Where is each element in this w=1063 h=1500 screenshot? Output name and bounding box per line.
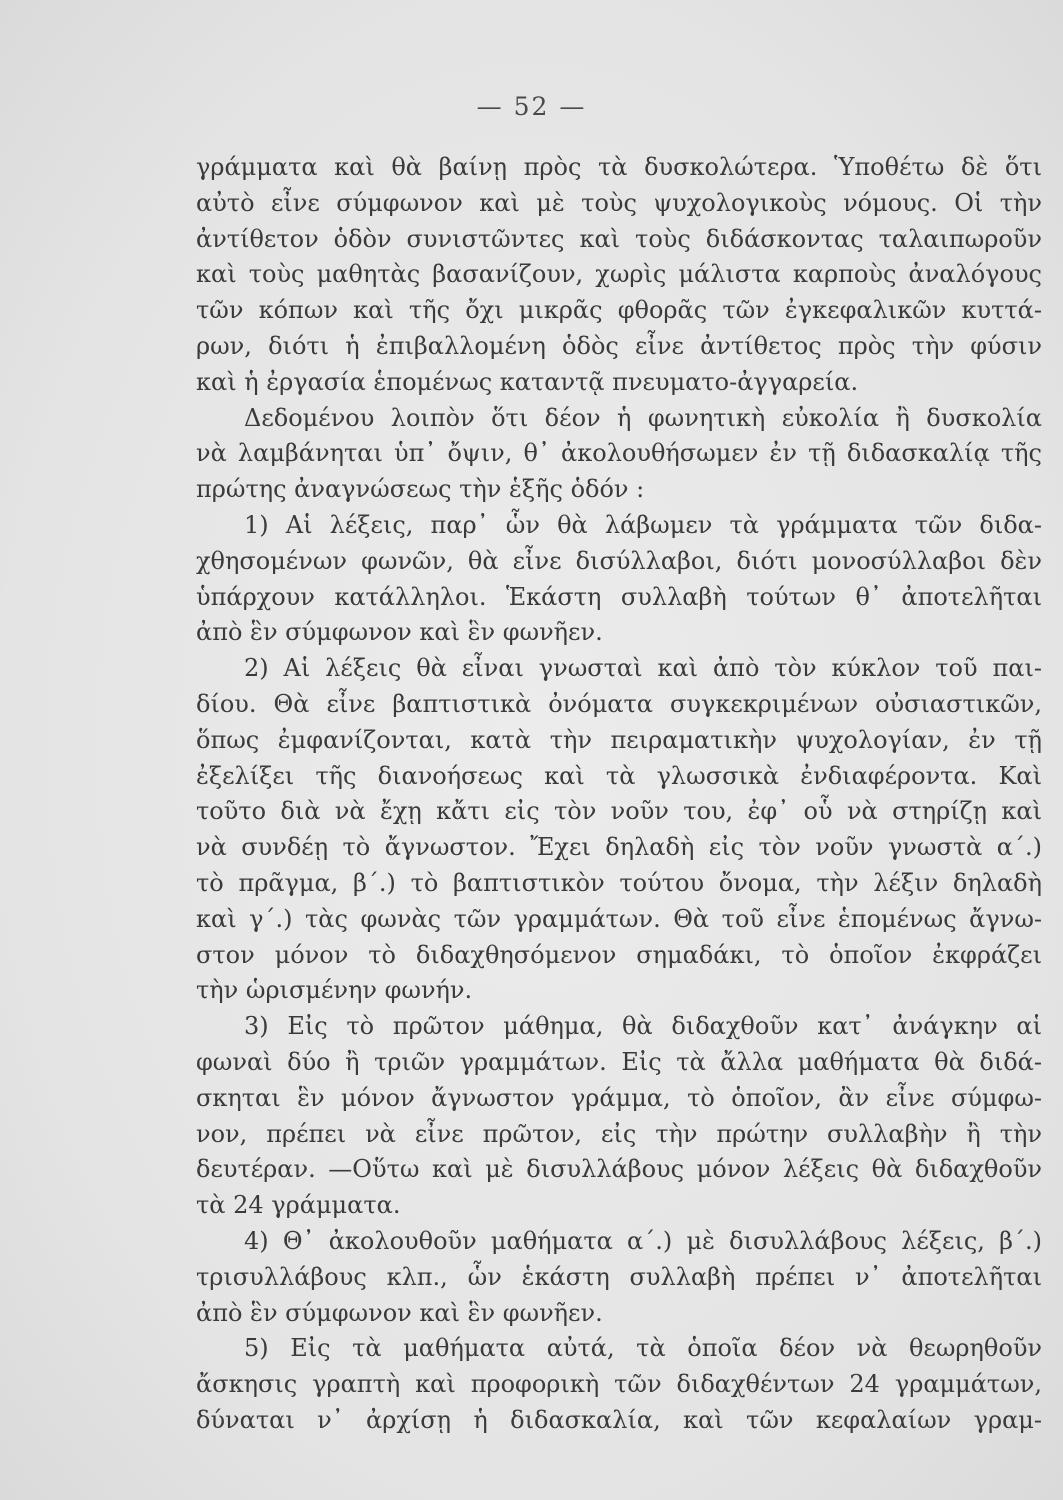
text-line: 1) Αἱ λέξεις, παρ᾽ ὧν θὰ λάβωμεν τὰ γράμματα τῶν διδα- [244, 510, 1042, 539]
text-line: ἀντίθετον ὁδὸν συνιστῶντες καὶ τοὺς διδάσκοντας ταλαιπωροῦν [196, 224, 1042, 253]
text-line: τὸ πρᾶγμα, β΄.) τὸ βαπτιστικὸν τούτου ὄνομα, τὴν λέξιν δηλαδὴ [196, 868, 1042, 897]
text-line: 2) Αἱ λέξεις θὰ εἶναι γνωσταὶ καὶ ἀπὸ τὸν κύκλον τοῦ παι- [244, 654, 1042, 683]
text-line: φωναὶ δύο ἢ τριῶν γραμμάτων. Εἰς τὰ ἄλλα μαθήματα θὰ διδά- [196, 1047, 1042, 1076]
text-line: γράμματα καὶ θὰ βαίνῃ πρὸς τὰ δυσκολώτερα. Ὑποθέτω δὲ ὅτι [196, 153, 1042, 181]
text-line: ρων, διότι ἡ ἐπιβαλλομένη ὁδὸς εἶνε ἀντίθετος πρὸς τὴν φύσιν [196, 331, 1042, 360]
text-line: στον μόνον τὸ διδαχθησόμενον σημαδάκι, τὸ ὁποῖον ἐκφράζει [196, 940, 1042, 969]
text-line: τὴν ὡρισμένην φωνήν. [196, 976, 473, 1005]
text-line: ἐξελίξει τῆς διανοήσεως καὶ τὰ γλωσσικὰ ἐνδιαφέροντα. Καὶ [196, 761, 1042, 790]
text-line: Δεδομένου λοιπὸν ὅτι δέον ἡ φωνητικὴ εὐκολία ἢ δυσκολία [244, 403, 1042, 432]
text-line: τῶν κόπων καὶ τῆς ὄχι μικρᾶς φθορᾶς τῶν ἐγκεφαλικῶν κυττά- [196, 296, 1042, 325]
text-line: 3) Εἰς τὸ πρῶτον μάθημα, θὰ διδαχθοῦν κατ᾽ ἀνάγκην αἱ [244, 1012, 1042, 1041]
text-line: καὶ γ΄.) τὰς φωνὰς τῶν γραμμάτων. Θὰ τοῦ εἶνε ἑπομένως ἄγνω- [196, 904, 1042, 933]
text-line: καὶ τοὺς μαθητὰς βασανίζουν, χωρὶς μάλιστα καρποὺς ἀναλόγους [196, 260, 1042, 289]
text-line: καὶ ἡ ἐργασία ἑπομένως καταντᾷ πνευματο-ἀγγαρεία. [196, 367, 859, 396]
text-line: νον, πρέπει νὰ εἶνε πρῶτον, εἰς τὴν πρώτην συλλαβὴν ἢ τὴν [196, 1119, 1042, 1148]
text-line: αὐτὸ εἶνε σύμφωνον καὶ μὲ τοὺς ψυχολογικοὺς νόμους. Οἱ τὴν [196, 188, 1042, 217]
text-line: 4) Θ᾽ ἀκολουθοῦν μαθήματα α΄.) μὲ δισυλλάβους λέξεις, β΄.) [244, 1226, 1042, 1255]
text-line: δίου. Θὰ εἶνε βαπτιστικὰ ὀνόματα συγκεκριμένων οὐσιαστικῶν, [196, 689, 1042, 718]
text-line: ἄσκησις γραπτὴ καὶ προφορικὴ τῶν διδαχθέντων 24 γραμμάτων, [196, 1370, 1042, 1399]
body-text [196, 150, 1042, 1439]
text-line: τοῦτο διὰ νὰ ἔχῃ κἄτι εἰς τὸν νοῦν του, ἐφ᾽ οὗ νὰ στηρίζῃ καὶ [196, 797, 1042, 826]
text-line: δευτέραν. —Οὕτω καὶ μὲ δισυλλάβους μόνον λέξεις θὰ διδαχθοῦν [196, 1155, 1042, 1184]
text-line: πρώτης ἀναγνώσεως τὴν ἑξῆς ὁδόν : [196, 475, 645, 504]
text-line: ἀπὸ ἓν σύμφωνον καὶ ἓν φωνῆεν. [196, 618, 603, 647]
text-line: ὅπως ἐμφανίζονται, κατὰ τὴν πειραματικὴν ψυχολογίαν, ἐν τῇ [196, 725, 1042, 754]
text-line: νὰ συνδέῃ τὸ ἄγνωστον. Ἔχει δηλαδὴ εἰς τὸν νοῦν γνωστὰ α΄.) [196, 833, 1042, 862]
text-line: ἀπὸ ἓν σύμφωνον καὶ ἓν φωνῆεν. [196, 1298, 603, 1327]
text-line: δύναται ν᾽ ἀρχίσῃ ἡ διδασκαλία, καὶ τῶν κεφαλαίων γραμ- [196, 1405, 1042, 1434]
text-line: ὑπάρχουν κατάλληλοι. Ἑκάστη συλλαβὴ τούτων θ᾽ ἀποτελῆται [196, 582, 1042, 611]
text-line: νὰ λαμβάνηται ὑπ᾽ ὄψιν, θ᾽ ἀκολουθήσωμεν ἐν τῇ διδασκαλίᾳ τῆς [196, 439, 1042, 468]
text-line: τρισυλλάβους κλπ., ὧν ἑκάστη συλλαβὴ πρέπει ν᾽ ἀποτελῆται [196, 1262, 1042, 1291]
text-line: σκηται ἓν μόνον ἄγνωστον γράμμα, τὸ ὁποῖον, ἂν εἶνε σύμφω- [196, 1083, 1042, 1112]
text-line: χθησομένων φωνῶν, θὰ εἶνε δισύλλαβοι, διότι μονοσύλλαβοι δὲν [196, 546, 1042, 575]
page-number: — 52 — [476, 92, 587, 121]
text-line: τὰ 24 γράμματα. [196, 1191, 401, 1220]
text-line: 5) Εἰς τὰ μαθήματα αὐτά, τὰ ὁποῖα δέον νὰ θεωρηθοῦν [244, 1334, 1042, 1363]
